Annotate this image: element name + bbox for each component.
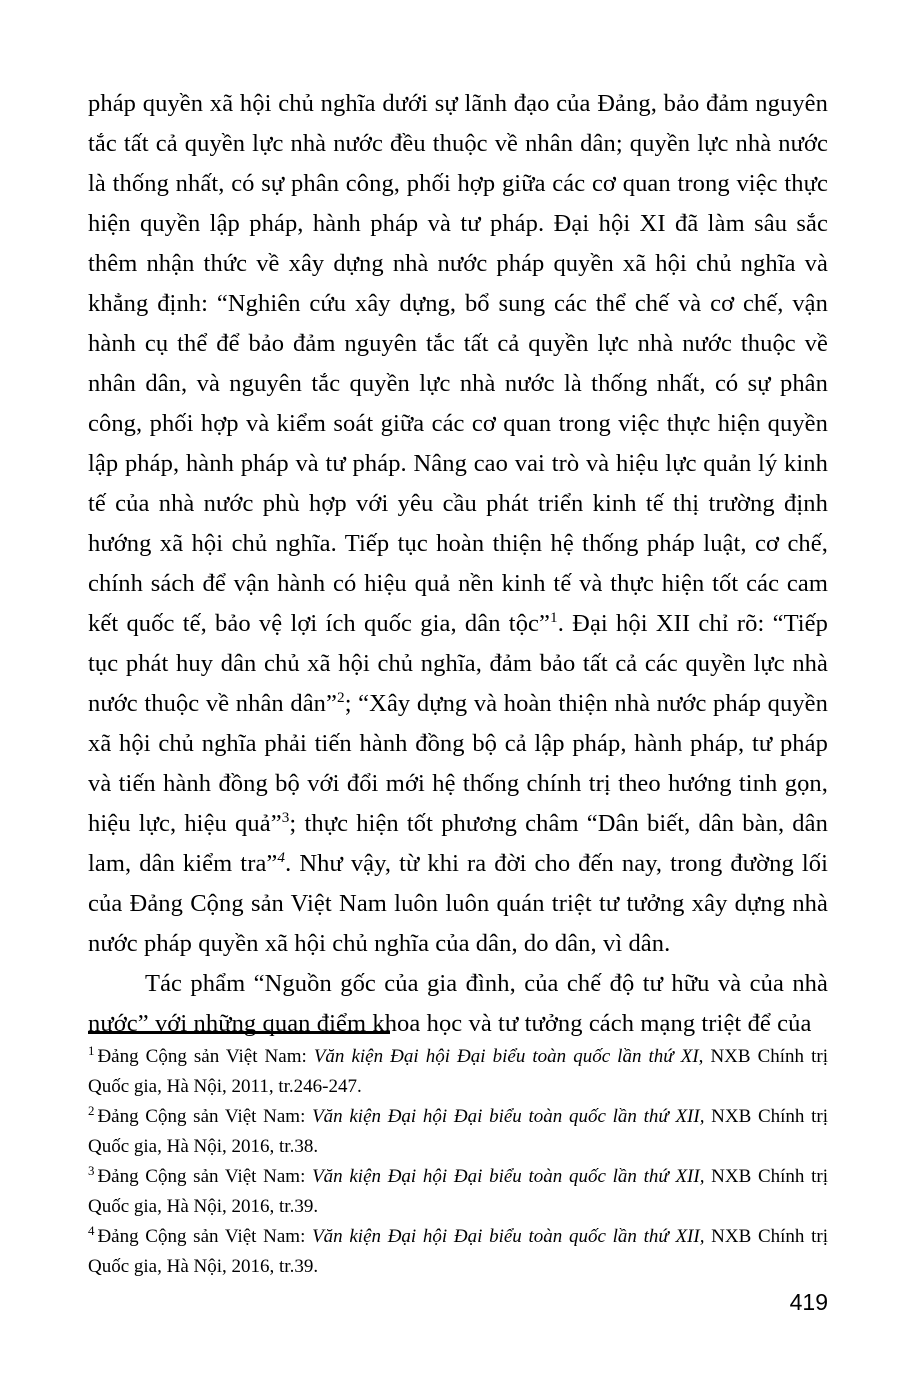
footnote-author: Đảng Cộng sản Việt Nam:: [97, 1166, 313, 1187]
footnote-2: [88, 1102, 828, 1162]
footnote-publication-info: NXB Chính trị Quốc gia, Hà Nội, 2016, tr.39.: [88, 1166, 829, 1217]
footnote-title: Văn kiện Đại hội Đại biểu toàn quốc lần thứ XI: [313, 1046, 699, 1067]
body-text-block: [88, 84, 828, 1044]
footnote-publication-info: NXB Chính trị Quốc gia, Hà Nội, 2016, tr.39.: [88, 1226, 829, 1277]
footnote-4: [88, 1222, 828, 1282]
footnote-block: [88, 1042, 828, 1282]
footnote-1: [88, 1042, 828, 1102]
footnote-separator-rule: [88, 1031, 390, 1034]
footnote-publication-info: NXB Chính trị Quốc gia, Hà Nội, 2016, tr.38.: [88, 1106, 829, 1157]
footnote-ref-1[interactable]: 1: [550, 608, 558, 626]
footnote-ref-4[interactable]: 4: [277, 848, 286, 866]
footnote-publication-info: , NXB Chính trị Quốc gia, Hà Nội, 2011, tr.246-247.: [88, 1046, 828, 1097]
footnote-title: Văn kiện Đại hội Đại biểu toàn quốc lần thứ XII,: [312, 1226, 705, 1247]
page-number: 419: [789, 1289, 828, 1315]
footnote-author: Đảng Cộng sản Việt Nam:: [97, 1046, 314, 1067]
footnote-marker-2: 2: [88, 1102, 95, 1118]
footnote-ref-2[interactable]: 2: [337, 688, 345, 706]
footnote-3: [88, 1162, 828, 1222]
paragraph-2: Tác phẩm “Nguồn gốc của gia đình, của chế độ tư hữu và của nhà nước” với những quan điểm khoa học và tư tưởng cách mạng triệt để của: [88, 970, 828, 1037]
footnote-title: Văn kiện Đại hội Đại biểu toàn quốc lần thứ XII,: [312, 1166, 705, 1187]
footnote-author: Đảng Cộng sản Việt Nam:: [97, 1106, 313, 1127]
footnote-marker-1: 1: [88, 1042, 95, 1058]
footnote-title: Văn kiện Đại hội Đại biểu toàn quốc lần thứ XII,: [312, 1106, 705, 1127]
footnote-marker-3: 3: [88, 1162, 95, 1178]
paragraph-1: pháp quyền xã hội chủ nghĩa dưới sự lãnh đạo của Đảng, bảo đảm nguyên tắc tất cả quyền lực nhà nước đều thuộc về nhân dân; quyền lực nhà nước là thống nhất, có sự phân công, phối hợp giữa các cơ quan trong việc thực hiện quyền lập pháp, hành pháp và tư pháp. Đại hội XI đã làm sâu sắc thêm nhận thức về xây dựng nhà nước pháp quyền xã hội chủ nghĩa và khẳng định: “Nghiên cứu xây dựng, bổ sung các thể chế và cơ chế, vận hành cụ thể để bảo đảm nguyên tắc tất cả quyền lực nhà nước thuộc về nhân dân, và nguyên tắc quyền lực nhà nước là thống nhất, có sự phân công, phối hợp và kiểm soát giữa các cơ quan trong việc thực hiện quyền lập pháp, hành pháp và tư pháp. Nâng cao vai trò và hiệu lực quản lý kinh tế của nhà nước phù hợp với yêu cầu phát triển kinh tế thị trường định hướng xã hội chủ nghĩa. Tiếp tục hoàn thiện hệ thống pháp luật, cơ chế, chính sách để vận hành có hiệu quả nền kinh tế và thực hiện tốt các cam kết quốc tế, bảo vệ lợi ích quốc gia, dân tộc”$^1$. Đại hội XII chỉ rõ: “Tiếp tục phát huy dân chủ xã hội chủ nghĩa, đảm bảo tất cả các quyền lực nhà nước thuộc về nhân dân”$^2$; “Xây dựng và hoàn thiện nhà nước pháp quyền xã hội chủ nghĩa phải tiến hành đồng bộ cả lập pháp, hành pháp, tư pháp và tiến hành đồng bộ với đổi mới hệ thống chính trị theo hướng tinh gọn, hiệu lực, hiệu quả”$^3$; thực hiện tốt phương châm “Dân biết, dân bàn, dân lam, dân kiểm tra”$^4$. Như vậy, từ khi ra đời cho đến nay, trong đường lối của Đảng Cộng sản Việt Nam luôn luôn quán triệt tư tưởng xây dựng nhà nước pháp quyền xã hội chủ nghĩa của dân, do dân, vì dân.: [88, 90, 829, 957]
footnote-author: Đảng Cộng sản Việt Nam:: [97, 1226, 313, 1247]
footnote-ref-3[interactable]: 3: [281, 808, 290, 826]
footnote-marker-4: 4: [88, 1222, 95, 1238]
